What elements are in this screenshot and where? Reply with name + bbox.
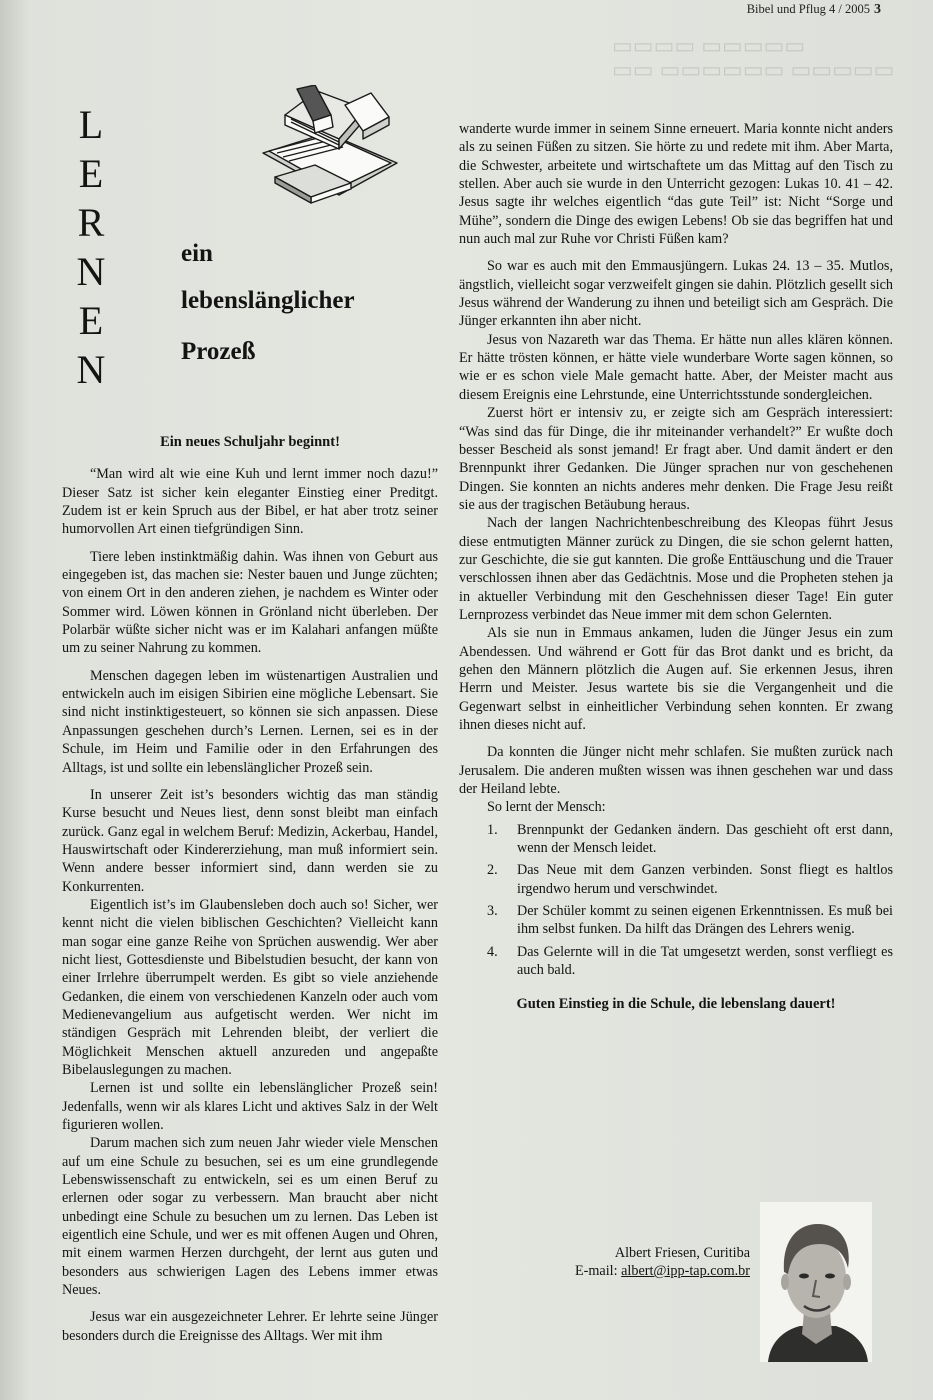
subtitle-line: lebenslänglicher [181,287,355,314]
closing-line: Guten Einstieg in die Schule, die lebenslang dauert! [516,996,836,1013]
paragraph: Zuerst hört er intensiv zu, er zeigte sich am Gespräch interessiert: “Was sind das für Dinge, die ihr miteinander verhandelt?” Er wußte doch besser Bescheid als sonst jemand! Er fragt aber. Und damit ändert er den Brennpunkt ihrer Gedanken. Die Jünger sprachen nur von geschehenen Dingen. Sie konnten an nichts anderes mehr denken. Die Frage Jesu reißt sie aus der tragischen Betäubung heraus. [459,405,893,513]
paragraph: “Man wird alt wie eine Kuh und lernt immer noch dazu!” Dieser Satz ist sicher kein eleganter Einstieg einer Preditgt. Zudem ist er kein Spruch aus der Bibel, er hat aber trotz seiner humorvollen Art einen tiefgründigen Sinn. [62,466,438,538]
journal-issue: Bibel und Pflug 4 / 2005 [746,2,870,16]
right-column [459,120,893,1014]
paragraph: So war es auch mit den Emmausjüngern. Lukas 24. 13 – 35. Mutlos, ängstlich, vielleicht sogar verzweifelt gingen sie dahin. Plötzlich gesellt sich Jesus während der Wanderung zu ihnen und beteiligt sich am Gespräch. Die Jünger erkannten ihn aber nicht. [459,258,893,330]
section-heading: Ein neues Schuljahr beginnt! [160,434,340,450]
paragraph: Nach der langen Nachrichtenbeschreibung des Kleopas führt Jesus diese entmutigten Männer zurück zu Dingen, die sie schon gelernt hatten, zur Geschichte, die sie gut kannten. Die große Enttäuschung und die Trauer verschlossen ihnen aber das Gedächtnis. Mose und die Propheten stehen ja in aktueller Verbindung mit den Geschehnissen dieser Tage! Ein guter Lernprozess verbindet das Neue immer mit dem schon Gelernten. [459,515,893,623]
list-number: 4. [487,943,498,960]
paragraph: Da konnten die Jünger nicht mehr schlafen. Sie mußten zurück nach Jerusalem. Die anderen mußten wissen was ihnen geschehen war und dass der Heiland lebte. [459,744,893,798]
list-text: Das Gelernte will in die Tat umgesetzt werden, sonst verfliegt es auch bald. [517,943,893,979]
list-number: 2. [487,862,498,879]
paragraph: Lernen ist und sollte ein lebenslänglicher Prozeß sein! Jedenfalls, wenn wir als klares Licht und aktives Salz in der Welt figurieren wollen. [62,1080,438,1134]
author-email-link[interactable]: albert@ipp-tap.com.br [621,1263,750,1279]
subtitle-line: ein [181,240,213,267]
paragraph: Darum machen sich zum neuen Jahr wieder viele Menschen auf um eine Schule zu besuchen, sei es um eine grundlegende Lebenswissenschaft zu entwickeln, sei es um einen Beruf zu erlernen oder sogar zu verbessern. Man braucht aber nicht unbedingt eine Schule zu besuchen um zu lernen. Das Leben ist eigentlich eine Schule, und wer es mit offenen Augen und Ohren, mit einem warmen Herzen durchgeht, der lernt aus guten und besonders aus schwierigen Lagen des Lebens immer etwas Neues. [62,1135,438,1299]
running-head [747,2,881,18]
page-number: 3 [874,2,881,17]
bleed-through-artifact: ▭▭▭▭ ▭▭▭▭▭ ▭▭ ▭▭▭▭▭▭ ▭▭▭▭▭ [612,33,895,82]
author-name: Albert Friesen, Curitiba [614,1245,750,1261]
title-letter: E [78,151,104,196]
list-number: 3. [487,903,498,920]
paragraph: Eigentlich ist’s im Glaubensleben doch auch so! Sicher, wer kennt nicht die vielen biblischen Geschichten? Vielleicht kann man sogar eine ganze Reihe von Sprüchen auswendig. Wer aber nicht liest, Gottesdienste und Bibelstudien besucht, der kann von einer Irrlehre überrumpelt werden. Es gibt so viele anziehende Gedanken, die einem von verschiedenen Kanzeln oder auch vom Medienevangelium aus aufgetischt werden. Wer nicht im ständigen Gespräch mit Lehrenden bleibt, der verliert die Möglichkeit Menschen aktuell anzureden und angepaßte Bibelauslegungen zu machen. [62,896,438,1078]
paragraph: In unserer Zeit ist’s besonders wichtig das man ständig Kurse besucht und Neues liest, denn sonst bleibt man einfach zurück. Ganz egal in welchem Beruf: Medizin, Ackerbau, Handel, Hauswirtschaft oder Kindererziehung, man muß informiert sein. Wenn andere besser informiert sind, dann werden sie zu Konkurrenten. [62,786,438,895]
list-item [459,861,893,898]
title-letter: N [76,347,106,392]
list-item [459,902,893,939]
list-item [459,943,893,980]
title-letter: L [78,102,104,147]
paragraph: Jesus war ein ausgezeichneter Lehrer. Er lehrte seine Jünger besonders durch die Ereignisse des Alltags. Wer mit ihm [62,1309,438,1344]
books-illustration [255,85,405,210]
list-text: Der Schüler kommt zu seinen eigenen Erkenntnissen. Es muß bei ihm selbst funken. Da hilft das Drängen des Lehrers wenig. [517,903,893,938]
author-photo [760,1202,872,1362]
subtitle-line: Prozeß [181,338,256,365]
title-letter: R [77,200,105,245]
email-label: E-mail: [575,1263,622,1279]
author-signature [530,1244,750,1280]
list-intro: So lernt der Mensch: [487,799,606,816]
left-column [62,433,438,1345]
list-text: Brennpunkt der Gedanken ändern. Das geschieht oft erst dann, wenn der Mensch leidet. [517,821,893,857]
list-number: 1. [487,821,498,838]
paragraph: Tiere leben instinktmäßig dahin. Was ihnen von Geburt aus eingegeben ist, das machen sie: Nester bauen und Junge züchten; von einem Ort in den anderen ziehen, je nachdem es Winter oder Sommer wird. Löwen können in Grönland nicht überleben. Der Polarbär wüßte sicher nicht was er im Kalahari anfangen müßte um zu seiner Nahrung zu kommen. [62,548,438,657]
paragraph: wanderte wurde immer in seinem Sinne erneuert. Maria konnte nicht anders als zu seinen Füßen zu sitzen. Sie hörte zu und redete mit ihm. Aber Marta, die Schwester, arbeitete und wirtschaftete um das Mittag auf den Tisch zu stellen. Aber auch sie wurde in den Unterricht gezogen: Lukas 10. 41 – 42. Jesus sagte ihr welches eigentlich “das gute Teil” ist: Nicht “Sorge und Mühe”, sondern die Dinge des ewigen Lebens! Ob sie das begriffen hat und nun auch mal zur Ruhe vor Christi Füßen kam? [459,121,893,248]
paragraph: Menschen dagegen leben im wüstenartigen Australien und entwickeln auch im eisigen Sibirien eine mögliche Lebensart. Sie sind nicht instinktigesteuert, so können sie sich anpassen. Diese Anpassungen geschehen durch’s Lernen. Lernen, sei es in der Schule, im Heim und Familie oder in den Erfahrungen des Alltags, ist und sollte ein lebenslänglicher Prozeß sein. [62,667,438,776]
paragraph: Jesus von Nazareth war das Thema. Er hätte nun alles klären können. Er hätte trösten können, er hätte viele wunderbare Worte sagen können, so wie er es schon viele Male gemacht hatte. Aber, der Meister macht aus diesem Ereignis eine Lehrstunde, eine Unterrichtsstunde sondergleichen. [459,331,893,403]
title-letter: E [78,298,104,343]
list-item [459,821,893,858]
list-text: Das Neue mit dem Ganzen verbinden. Sonst fliegt es haltlos irgendwo herum und verschwindet. [517,862,893,897]
title-letter: N [76,249,106,294]
paragraph: Als sie nun in Emmaus ankamen, luden die Jünger Jesus ein zum Abendessen. Und während er Gott für das Brot dankt und es bricht, da gehen den Männern plötzlich die Augen auf. Sie erkennen Jesus, ihren Herrn und Meister. Jesus wartete bis sie die Vergangenheit und die Gegenwart selbst in einheitlicher Verbindung sehen konnten. Er zwang ihnen dieses nicht auf. [459,625,893,733]
numbered-list [459,821,893,980]
vertical-title [66,100,116,394]
